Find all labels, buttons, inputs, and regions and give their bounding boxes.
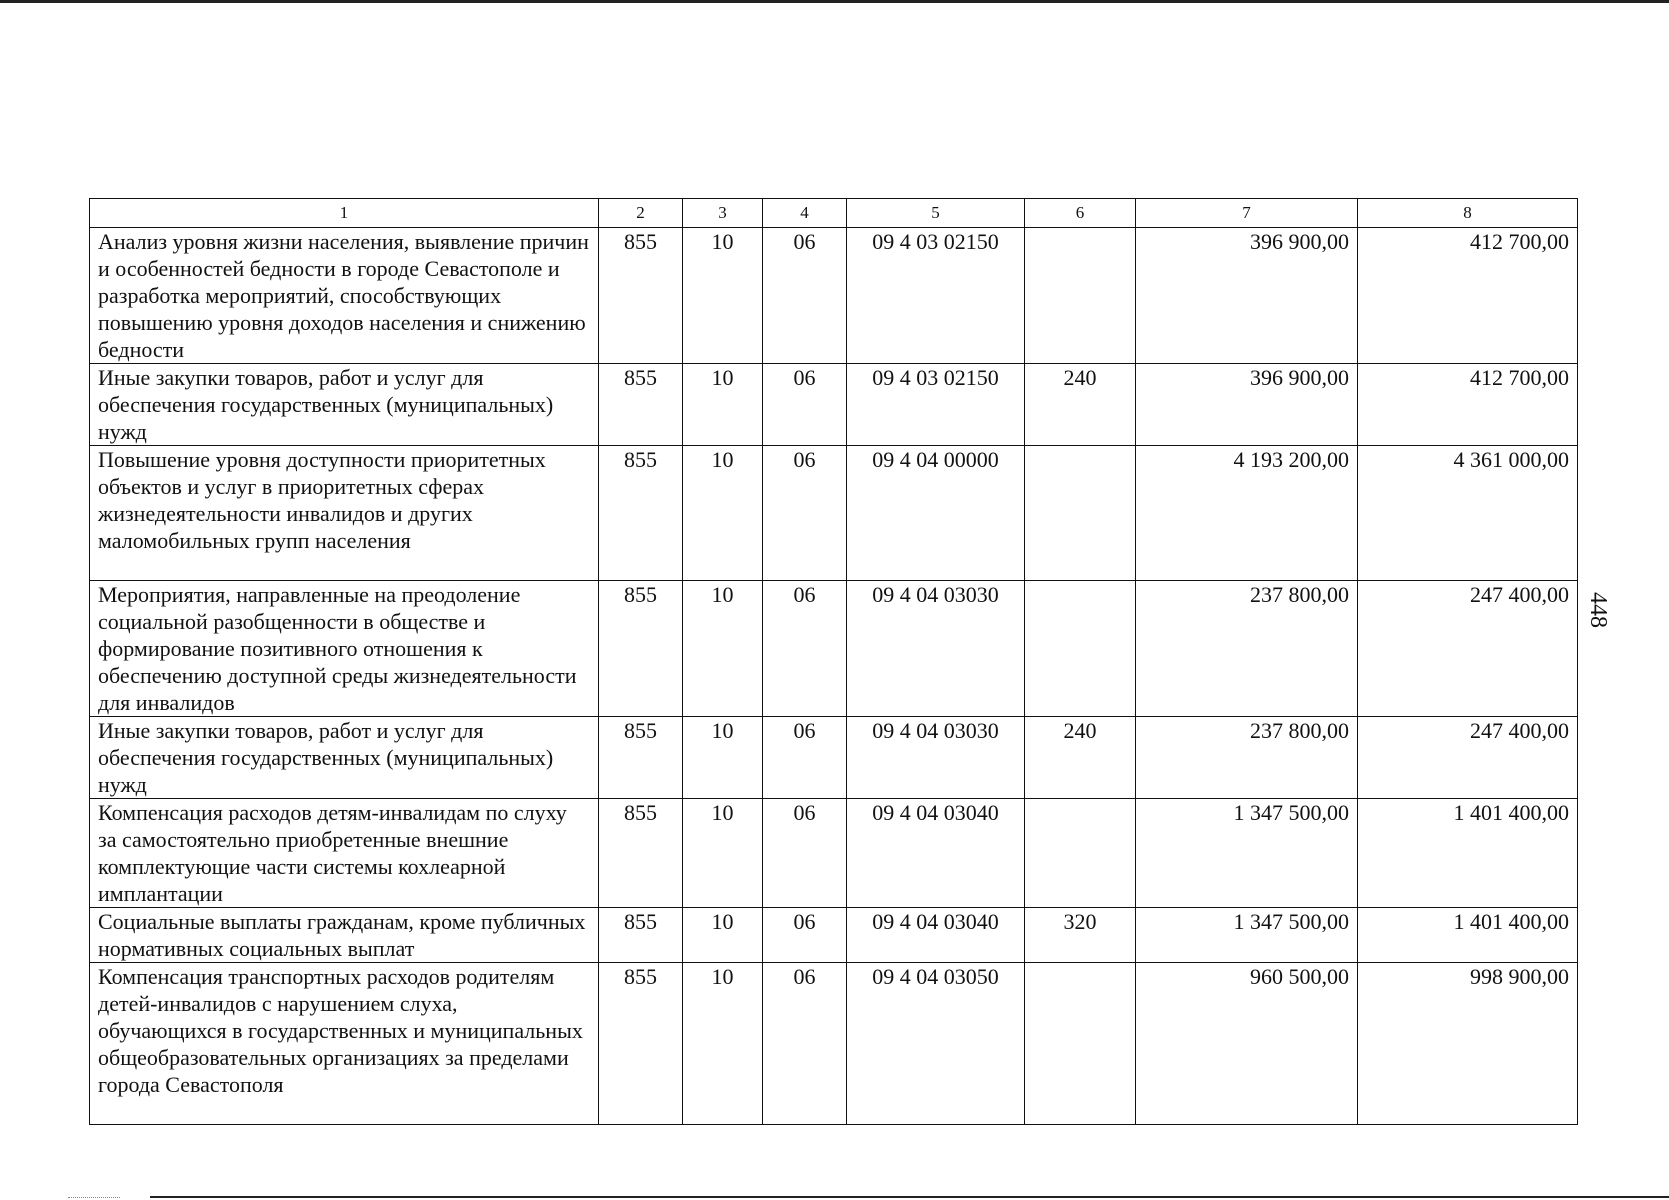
subsection-code-cell: 06 — [763, 799, 847, 908]
target-article-cell: 09 4 04 03050 — [847, 963, 1025, 1125]
row-name-cell: Компенсация транспортных расходов родителям детей-инвалидов с нарушением слуха, обучающихся в государственных и муниципальных общеобразовательных организациях за пределами города Севастополя — [90, 963, 599, 1125]
column-header: 6 — [1025, 199, 1136, 228]
section-code-cell: 10 — [683, 581, 763, 717]
section-code-cell: 10 — [683, 908, 763, 963]
target-article-cell: 09 4 04 03040 — [847, 799, 1025, 908]
amount-col8-cell: 247 400,00 — [1358, 717, 1578, 799]
section-code-cell: 10 — [683, 364, 763, 446]
bottom-border-line — [150, 1196, 1669, 1198]
amount-col8-cell: 1 401 400,00 — [1358, 908, 1578, 963]
admin-code-cell: 855 — [599, 799, 683, 908]
table-row — [90, 717, 1578, 799]
row-name-cell: Социальные выплаты гражданам, кроме публичных нормативных социальных выплат — [90, 908, 599, 963]
table-row — [90, 963, 1578, 1125]
amount-col8-cell: 998 900,00 — [1358, 963, 1578, 1125]
column-header: 3 — [683, 199, 763, 228]
amount-col7-cell: 237 800,00 — [1136, 717, 1358, 799]
target-article-cell: 09 4 04 03040 — [847, 908, 1025, 963]
amount-col8-cell: 1 401 400,00 — [1358, 799, 1578, 908]
section-code-cell: 10 — [683, 717, 763, 799]
target-article-cell: 09 4 04 03030 — [847, 581, 1025, 717]
subsection-code-cell: 06 — [763, 228, 847, 364]
row-name-cell: Повышение уровня доступности приоритетных объектов и услуг в приоритетных сферах жизнедеятельности инвалидов и других маломобильных групп населения — [90, 446, 599, 581]
table-row — [90, 799, 1578, 908]
subsection-code-cell: 06 — [763, 581, 847, 717]
section-code-cell: 10 — [683, 799, 763, 908]
amount-col8-cell: 4 361 000,00 — [1358, 446, 1578, 581]
amount-col8-cell: 412 700,00 — [1358, 364, 1578, 446]
expense-type-cell: 240 — [1025, 364, 1136, 446]
row-name-cell: Анализ уровня жизни населения, выявление причин и особенностей бедности в городе Севастополе и разработка мероприятий, способствующих повышению уровня доходов населения и снижению бедности — [90, 228, 599, 364]
admin-code-cell: 855 — [599, 228, 683, 364]
table-row — [90, 364, 1578, 446]
budget-table — [89, 198, 1578, 1125]
admin-code-cell: 855 — [599, 963, 683, 1125]
amount-col7-cell: 396 900,00 — [1136, 364, 1358, 446]
admin-code-cell: 855 — [599, 581, 683, 717]
column-header: 7 — [1136, 199, 1358, 228]
admin-code-cell: 855 — [599, 446, 683, 581]
subsection-code-cell: 06 — [763, 908, 847, 963]
target-article-cell: 09 4 04 00000 — [847, 446, 1025, 581]
table-row — [90, 581, 1578, 717]
admin-code-cell: 855 — [599, 717, 683, 799]
column-header: 8 — [1358, 199, 1578, 228]
subsection-code-cell: 06 — [763, 364, 847, 446]
subsection-code-cell: 06 — [763, 446, 847, 581]
table-row — [90, 908, 1578, 963]
row-name-cell: Компенсация расходов детям-инвалидам по слуху за самостоятельно приобретенные внешние комплектующие части системы кохлеарной имплантации — [90, 799, 599, 908]
expense-type-cell — [1025, 799, 1136, 908]
amount-col7-cell: 1 347 500,00 — [1136, 799, 1358, 908]
amount-col7-cell: 237 800,00 — [1136, 581, 1358, 717]
column-header: 2 — [599, 199, 683, 228]
bottom-dotted-mark — [68, 1197, 120, 1199]
table-row — [90, 228, 1578, 364]
amount-col8-cell: 247 400,00 — [1358, 581, 1578, 717]
admin-code-cell: 855 — [599, 908, 683, 963]
header-row — [90, 199, 1578, 228]
column-header: 4 — [763, 199, 847, 228]
section-code-cell: 10 — [683, 446, 763, 581]
amount-col7-cell: 396 900,00 — [1136, 228, 1358, 364]
section-code-cell: 10 — [683, 963, 763, 1125]
table-row — [90, 446, 1578, 581]
row-name-cell: Мероприятия, направленные на преодоление социальной разобщенности в обществе и формирование позитивного отношения к обеспечению доступной среды жизнедеятельности для инвалидов — [90, 581, 599, 717]
target-article-cell: 09 4 03 02150 — [847, 364, 1025, 446]
expense-type-cell — [1025, 963, 1136, 1125]
target-article-cell: 09 4 04 03030 — [847, 717, 1025, 799]
expense-type-cell — [1025, 446, 1136, 581]
expense-type-cell — [1025, 581, 1136, 717]
admin-code-cell: 855 — [599, 364, 683, 446]
column-header: 1 — [90, 199, 599, 228]
column-header: 5 — [847, 199, 1025, 228]
expense-type-cell: 240 — [1025, 717, 1136, 799]
top-border-line — [0, 0, 1669, 3]
page-number: 448 — [1585, 592, 1611, 628]
subsection-code-cell: 06 — [763, 963, 847, 1125]
amount-col7-cell: 960 500,00 — [1136, 963, 1358, 1125]
target-article-cell: 09 4 03 02150 — [847, 228, 1025, 364]
amount-col7-cell: 1 347 500,00 — [1136, 908, 1358, 963]
amount-col8-cell: 412 700,00 — [1358, 228, 1578, 364]
expense-type-cell: 320 — [1025, 908, 1136, 963]
amount-col7-cell: 4 193 200,00 — [1136, 446, 1358, 581]
section-code-cell: 10 — [683, 228, 763, 364]
row-name-cell: Иные закупки товаров, работ и услуг для обеспечения государственных (муниципальных) нужд — [90, 364, 599, 446]
subsection-code-cell: 06 — [763, 717, 847, 799]
row-name-cell: Иные закупки товаров, работ и услуг для обеспечения государственных (муниципальных) нужд — [90, 717, 599, 799]
expense-type-cell — [1025, 228, 1136, 364]
